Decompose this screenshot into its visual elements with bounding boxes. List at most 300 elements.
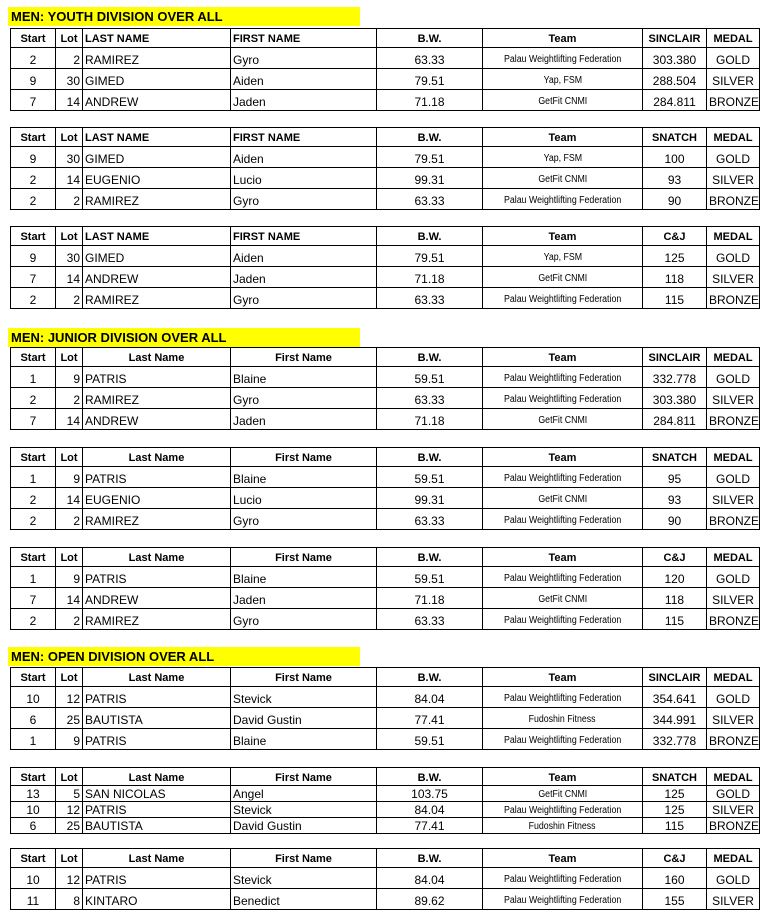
table-row (11, 818, 760, 834)
cell-first: Lucio (231, 168, 377, 189)
cell-start: 6 (11, 818, 56, 834)
table-row (11, 708, 760, 729)
cell-lot: 30 (56, 246, 83, 267)
cell-medal: GOLD (707, 367, 760, 388)
table-header-row (11, 548, 760, 567)
table-header-row (11, 348, 760, 367)
cell-team (483, 708, 643, 729)
cell-team (483, 868, 643, 889)
header-medal: MEDAL (707, 29, 760, 48)
table-row (11, 467, 760, 488)
cell-lot: 8 (56, 889, 83, 910)
results-table-junior-cj (10, 547, 760, 630)
team-name: Yap, FSM (543, 153, 582, 164)
header-medal: MEDAL (707, 348, 760, 367)
table-row (11, 189, 760, 210)
cell-bw: 84.04 (377, 802, 483, 818)
cell-start: 2 (11, 48, 56, 69)
cell-last: BAUTISTA (83, 708, 231, 729)
cell-first: Stevick (231, 687, 377, 708)
table-header-row (11, 448, 760, 467)
header-metric: C&J (643, 227, 707, 246)
cell-bw: 59.51 (377, 729, 483, 750)
cell-metric: 120 (643, 567, 707, 588)
cell-bw: 79.51 (377, 246, 483, 267)
header-lot: Lot (56, 348, 83, 367)
cell-bw: 71.18 (377, 267, 483, 288)
header-medal: MEDAL (707, 668, 760, 687)
cell-last: GIMED (83, 246, 231, 267)
cell-last: RAMIREZ (83, 388, 231, 409)
cell-medal: GOLD (707, 567, 760, 588)
header-start: Start (11, 768, 56, 786)
cell-last: PATRIS (83, 729, 231, 750)
cell-bw: 103.75 (377, 786, 483, 802)
team-name: Palau Weightlifting Federation (503, 735, 622, 746)
cell-last: PATRIS (83, 868, 231, 889)
header-start: Start (11, 29, 56, 48)
cell-team (483, 388, 643, 409)
header-metric: SINCLAIR (643, 348, 707, 367)
cell-medal: GOLD (707, 147, 760, 168)
cell-medal: GOLD (707, 246, 760, 267)
cell-start: 2 (11, 609, 56, 630)
results-table-junior-snatch (10, 447, 760, 530)
cell-metric: 284.811 (643, 409, 707, 430)
header-metric: SNATCH (643, 448, 707, 467)
cell-medal: BRONZE (707, 189, 760, 210)
cell-team (483, 488, 643, 509)
cell-lot: 2 (56, 189, 83, 210)
cell-team (483, 168, 643, 189)
team-name: Palau Weightlifting Federation (503, 895, 622, 906)
header-team: Team (483, 768, 643, 786)
team-name: Palau Weightlifting Federation (503, 473, 622, 484)
table-header-row (11, 128, 760, 147)
table-row (11, 246, 760, 267)
cell-metric: 115 (643, 818, 707, 834)
cell-lot: 9 (56, 367, 83, 388)
table-row (11, 69, 760, 90)
team-name: Palau Weightlifting Federation (503, 573, 622, 584)
team-name: Palau Weightlifting Federation (503, 805, 622, 816)
cell-start: 1 (11, 367, 56, 388)
cell-start: 10 (11, 687, 56, 708)
cell-first: Angel (231, 786, 377, 802)
cell-last: BAUTISTA (83, 818, 231, 834)
cell-start: 7 (11, 267, 56, 288)
table-row (11, 889, 760, 910)
cell-last: RAMIREZ (83, 189, 231, 210)
cell-last: RAMIREZ (83, 288, 231, 309)
cell-lot: 14 (56, 267, 83, 288)
header-last: Last Name (83, 448, 231, 467)
cell-team (483, 609, 643, 630)
cell-bw: 99.31 (377, 488, 483, 509)
cell-medal: BRONZE (707, 609, 760, 630)
table-header-row (11, 849, 760, 868)
cell-medal: GOLD (707, 467, 760, 488)
cell-lot: 30 (56, 69, 83, 90)
cell-start: 13 (11, 786, 56, 802)
cell-last: PATRIS (83, 802, 231, 818)
cell-medal: BRONZE (707, 509, 760, 530)
cell-team (483, 687, 643, 708)
results-table-open-sinclair (10, 667, 760, 750)
cell-bw: 59.51 (377, 567, 483, 588)
cell-first: Gyro (231, 609, 377, 630)
cell-bw: 59.51 (377, 367, 483, 388)
cell-first: Gyro (231, 288, 377, 309)
header-lot: Lot (56, 768, 83, 786)
cell-bw: 77.41 (377, 708, 483, 729)
header-first: First Name (231, 448, 377, 467)
cell-last: EUGENIO (83, 488, 231, 509)
header-bw: B.W. (377, 849, 483, 868)
cell-start: 9 (11, 246, 56, 267)
table-row (11, 868, 760, 889)
cell-medal: SILVER (707, 69, 760, 90)
header-team: Team (483, 548, 643, 567)
cell-first: Stevick (231, 802, 377, 818)
cell-lot: 14 (56, 90, 83, 111)
cell-lot: 25 (56, 708, 83, 729)
cell-first: Jaden (231, 267, 377, 288)
header-last: Last Name (83, 768, 231, 786)
cell-start: 2 (11, 168, 56, 189)
cell-first: Stevick (231, 868, 377, 889)
cell-lot: 12 (56, 687, 83, 708)
cell-bw: 63.33 (377, 509, 483, 530)
cell-start: 9 (11, 69, 56, 90)
table-row (11, 588, 760, 609)
team-name: Palau Weightlifting Federation (503, 373, 622, 384)
cell-start: 2 (11, 189, 56, 210)
results-table-youth-cj (10, 226, 760, 309)
header-metric: C&J (643, 849, 707, 868)
cell-team (483, 367, 643, 388)
cell-lot: 9 (56, 467, 83, 488)
cell-medal: GOLD (707, 687, 760, 708)
table-row (11, 367, 760, 388)
cell-bw: 71.18 (377, 90, 483, 111)
table-row (11, 147, 760, 168)
header-medal: MEDAL (707, 128, 760, 147)
cell-first: Blaine (231, 367, 377, 388)
team-name: GetFit CNMI (538, 789, 587, 800)
cell-medal: SILVER (707, 488, 760, 509)
cell-metric: 95 (643, 467, 707, 488)
cell-metric: 100 (643, 147, 707, 168)
cell-metric: 90 (643, 509, 707, 530)
table-row (11, 567, 760, 588)
cell-last: ANDREW (83, 588, 231, 609)
cell-team (483, 409, 643, 430)
header-lot: Lot (56, 448, 83, 467)
cell-lot: 2 (56, 288, 83, 309)
header-start: Start (11, 348, 56, 367)
header-lot: Lot (56, 849, 83, 868)
cell-lot: 12 (56, 868, 83, 889)
cell-medal: GOLD (707, 786, 760, 802)
header-team: Team (483, 668, 643, 687)
cell-first: Blaine (231, 467, 377, 488)
cell-start: 1 (11, 567, 56, 588)
header-metric: SINCLAIR (643, 29, 707, 48)
cell-bw: 59.51 (377, 467, 483, 488)
cell-metric: 332.778 (643, 729, 707, 750)
cell-team (483, 69, 643, 90)
cell-metric: 118 (643, 267, 707, 288)
table-row (11, 609, 760, 630)
cell-start: 7 (11, 409, 56, 430)
cell-metric: 303.380 (643, 388, 707, 409)
cell-team (483, 802, 643, 818)
cell-first: Gyro (231, 388, 377, 409)
header-last: Last Name (83, 348, 231, 367)
cell-medal: SILVER (707, 267, 760, 288)
cell-lot: 2 (56, 388, 83, 409)
cell-team (483, 509, 643, 530)
cell-start: 1 (11, 467, 56, 488)
header-lot: Lot (56, 227, 83, 246)
cell-medal: SILVER (707, 588, 760, 609)
cell-team (483, 90, 643, 111)
cell-metric: 90 (643, 189, 707, 210)
cell-team (483, 467, 643, 488)
cell-bw: 89.62 (377, 889, 483, 910)
header-last: Last Name (83, 668, 231, 687)
team-name: Palau Weightlifting Federation (503, 615, 622, 626)
header-first: First Name (231, 768, 377, 786)
table-row (11, 786, 760, 802)
team-name: Fudoshin Fitness (528, 714, 597, 725)
cell-lot: 14 (56, 168, 83, 189)
cell-first: Gyro (231, 48, 377, 69)
team-name: Palau Weightlifting Federation (503, 693, 622, 704)
cell-medal: SILVER (707, 802, 760, 818)
cell-start: 10 (11, 868, 56, 889)
cell-first: Gyro (231, 509, 377, 530)
team-name: GetFit CNMI (538, 174, 587, 185)
section-title-open: MEN: OPEN DIVISION OVER ALL (8, 647, 360, 666)
header-team: Team (483, 348, 643, 367)
header-start: Start (11, 849, 56, 868)
results-table-open-snatch (10, 767, 760, 834)
team-name: GetFit CNMI (538, 494, 587, 505)
team-name: Yap, FSM (543, 252, 582, 263)
cell-last: ANDREW (83, 90, 231, 111)
cell-metric: 303.380 (643, 48, 707, 69)
cell-team (483, 288, 643, 309)
header-team: Team (483, 29, 643, 48)
cell-last: SAN NICOLAS (83, 786, 231, 802)
cell-medal: GOLD (707, 868, 760, 889)
cell-last: GIMED (83, 147, 231, 168)
cell-medal: BRONZE (707, 818, 760, 834)
cell-bw: 63.33 (377, 189, 483, 210)
cell-last: RAMIREZ (83, 509, 231, 530)
cell-last: EUGENIO (83, 168, 231, 189)
table-row (11, 388, 760, 409)
header-medal: MEDAL (707, 768, 760, 786)
cell-last: PATRIS (83, 567, 231, 588)
header-medal: MEDAL (707, 448, 760, 467)
cell-start: 10 (11, 802, 56, 818)
header-start: Start (11, 128, 56, 147)
cell-start: 2 (11, 509, 56, 530)
cell-start: 6 (11, 708, 56, 729)
cell-first: Lucio (231, 488, 377, 509)
header-medal: MEDAL (707, 548, 760, 567)
cell-metric: 344.991 (643, 708, 707, 729)
table-row (11, 168, 760, 189)
header-first: First Name (231, 548, 377, 567)
table-row (11, 729, 760, 750)
table-row (11, 48, 760, 69)
section-title-youth: MEN: YOUTH DIVISION OVER ALL (8, 7, 360, 26)
cell-bw: 63.33 (377, 288, 483, 309)
cell-bw: 71.18 (377, 409, 483, 430)
cell-first: David Gustin (231, 708, 377, 729)
cell-first: Blaine (231, 729, 377, 750)
cell-lot: 9 (56, 567, 83, 588)
cell-first: Benedict (231, 889, 377, 910)
header-bw: B.W. (377, 29, 483, 48)
header-lot: Lot (56, 548, 83, 567)
cell-metric: 115 (643, 288, 707, 309)
header-last: LAST NAME (83, 29, 231, 48)
section-title-junior: MEN: JUNIOR DIVISION OVER ALL (8, 328, 360, 347)
cell-team (483, 189, 643, 210)
cell-last: ANDREW (83, 267, 231, 288)
cell-first: Aiden (231, 147, 377, 168)
cell-lot: 30 (56, 147, 83, 168)
results-table-youth-sinclair (10, 28, 760, 111)
team-name: GetFit CNMI (538, 273, 587, 284)
team-name: Palau Weightlifting Federation (503, 54, 622, 65)
results-table-open-cj (10, 848, 760, 910)
team-name: Palau Weightlifting Federation (503, 394, 622, 405)
team-name: GetFit CNMI (538, 594, 587, 605)
cell-last: PATRIS (83, 687, 231, 708)
cell-bw: 71.18 (377, 588, 483, 609)
results-table-youth-snatch (10, 127, 760, 210)
cell-team (483, 818, 643, 834)
cell-bw: 79.51 (377, 69, 483, 90)
header-start: Start (11, 548, 56, 567)
table-row (11, 267, 760, 288)
header-first: FIRST NAME (231, 128, 377, 147)
cell-start: 11 (11, 889, 56, 910)
cell-lot: 5 (56, 786, 83, 802)
cell-first: Jaden (231, 409, 377, 430)
header-last: LAST NAME (83, 227, 231, 246)
header-start: Start (11, 448, 56, 467)
header-first: FIRST NAME (231, 227, 377, 246)
cell-last: RAMIREZ (83, 609, 231, 630)
cell-medal: SILVER (707, 889, 760, 910)
cell-lot: 2 (56, 609, 83, 630)
cell-metric: 125 (643, 246, 707, 267)
team-name: Palau Weightlifting Federation (503, 515, 622, 526)
cell-metric: 354.641 (643, 687, 707, 708)
table-header-row (11, 768, 760, 786)
cell-metric: 125 (643, 802, 707, 818)
cell-team (483, 48, 643, 69)
cell-lot: 2 (56, 48, 83, 69)
header-last: Last Name (83, 849, 231, 868)
cell-start: 7 (11, 90, 56, 111)
cell-team (483, 267, 643, 288)
header-start: Start (11, 227, 56, 246)
header-last: LAST NAME (83, 128, 231, 147)
header-metric: SNATCH (643, 128, 707, 147)
cell-first: Aiden (231, 69, 377, 90)
cell-medal: SILVER (707, 708, 760, 729)
cell-first: Jaden (231, 90, 377, 111)
header-metric: C&J (643, 548, 707, 567)
header-first: First Name (231, 849, 377, 868)
header-lot: Lot (56, 128, 83, 147)
cell-first: Aiden (231, 246, 377, 267)
cell-lot: 9 (56, 729, 83, 750)
cell-metric: 160 (643, 868, 707, 889)
cell-last: RAMIREZ (83, 48, 231, 69)
cell-medal: BRONZE (707, 288, 760, 309)
header-bw: B.W. (377, 768, 483, 786)
results-table-junior-sinclair (10, 347, 760, 430)
team-name: GetFit CNMI (538, 96, 587, 107)
cell-first: Blaine (231, 567, 377, 588)
cell-last: ANDREW (83, 409, 231, 430)
header-bw: B.W. (377, 348, 483, 367)
header-team: Team (483, 128, 643, 147)
cell-metric: 115 (643, 609, 707, 630)
header-team: Team (483, 227, 643, 246)
cell-bw: 63.33 (377, 609, 483, 630)
header-medal: MEDAL (707, 849, 760, 868)
cell-lot: 14 (56, 488, 83, 509)
header-first: First Name (231, 348, 377, 367)
header-bw: B.W. (377, 227, 483, 246)
cell-medal: BRONZE (707, 729, 760, 750)
cell-first: Gyro (231, 189, 377, 210)
cell-metric: 284.811 (643, 90, 707, 111)
cell-bw: 63.33 (377, 388, 483, 409)
team-name: Yap, FSM (543, 75, 582, 86)
cell-bw: 84.04 (377, 687, 483, 708)
table-row (11, 90, 760, 111)
header-first: FIRST NAME (231, 29, 377, 48)
cell-team (483, 246, 643, 267)
table-row (11, 488, 760, 509)
header-lot: Lot (56, 29, 83, 48)
table-row (11, 687, 760, 708)
table-row (11, 802, 760, 818)
table-row (11, 509, 760, 530)
cell-start: 2 (11, 388, 56, 409)
header-team: Team (483, 448, 643, 467)
cell-last: GIMED (83, 69, 231, 90)
cell-last: PATRIS (83, 367, 231, 388)
cell-start: 7 (11, 588, 56, 609)
header-metric: SINCLAIR (643, 668, 707, 687)
cell-lot: 2 (56, 509, 83, 530)
team-name: Fudoshin Fitness (528, 821, 597, 832)
table-header-row (11, 668, 760, 687)
cell-start: 9 (11, 147, 56, 168)
